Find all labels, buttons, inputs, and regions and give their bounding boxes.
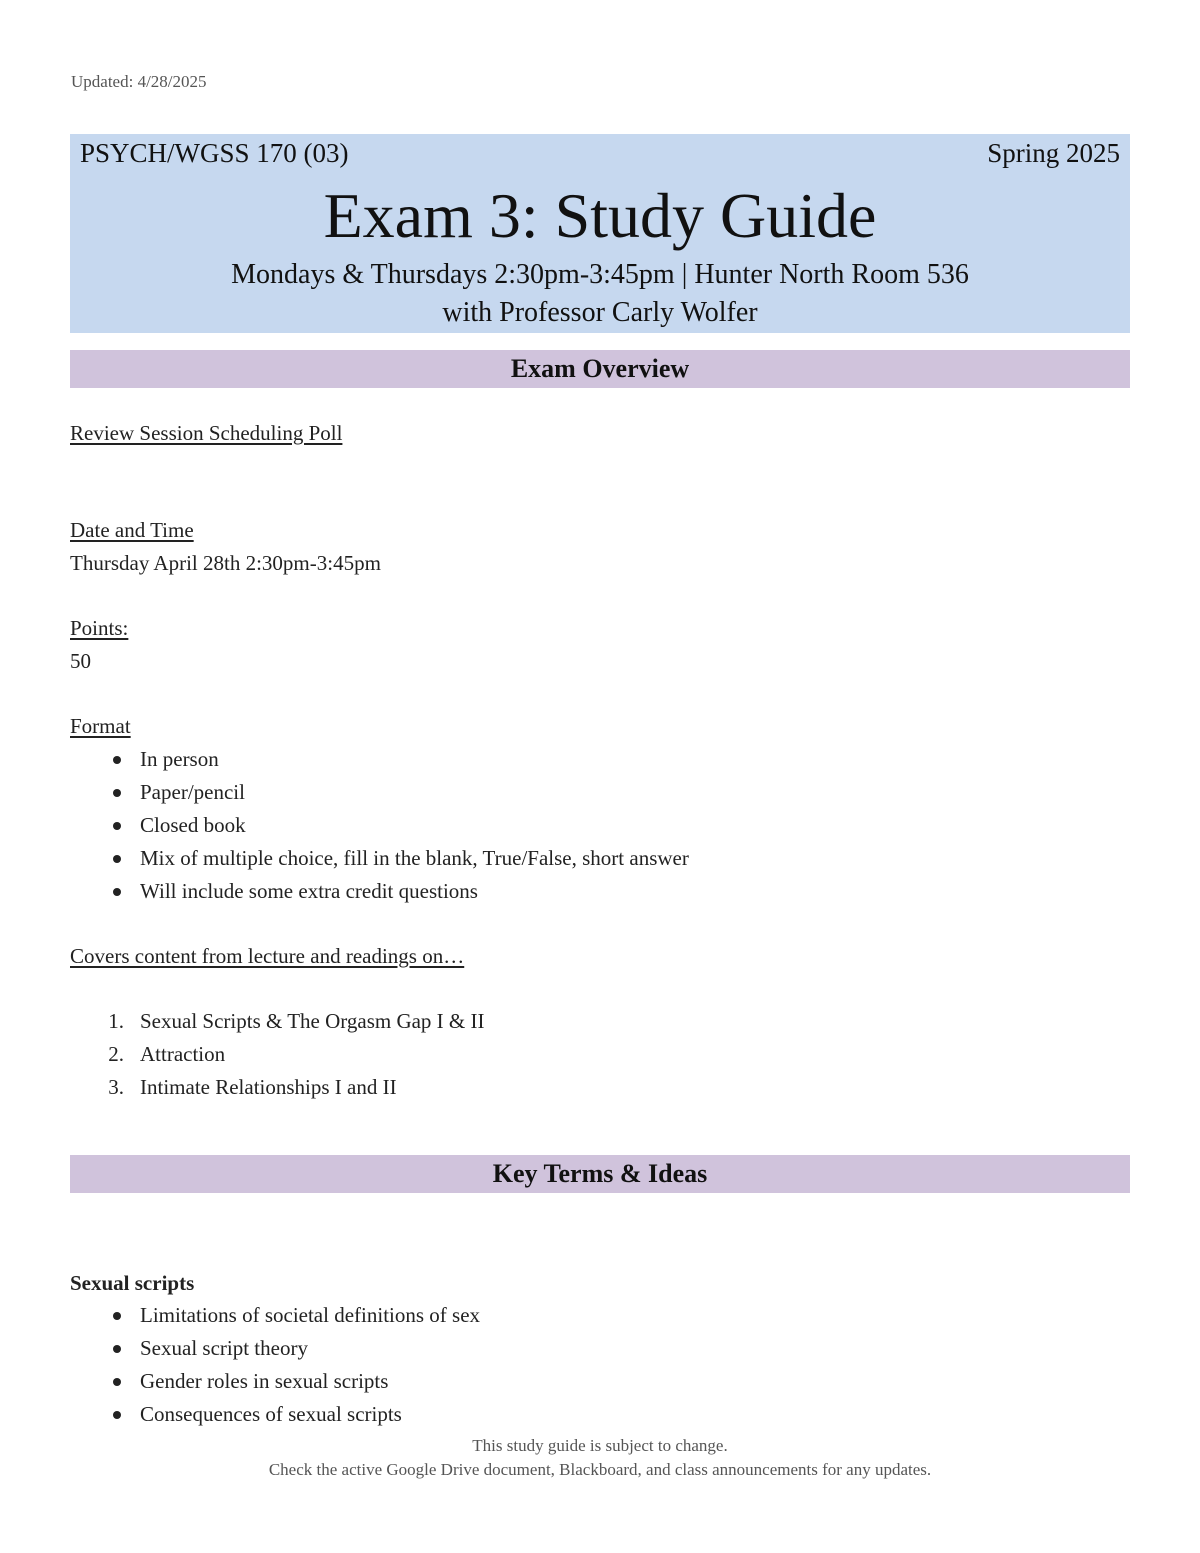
list-item: Paper/pencil xyxy=(140,780,245,804)
points-value: 50 xyxy=(70,649,91,673)
footer-note-line2: Check the active Google Drive document, Blackboard, and class announcements for any updates. xyxy=(268,1460,932,1479)
list-item: 2. Attraction xyxy=(108,1042,226,1066)
list-item: Will include some extra credit questions xyxy=(140,879,478,903)
term: Spring 2025 xyxy=(987,138,1120,168)
sexual-scripts-label: Sexual scripts xyxy=(70,1271,195,1295)
covers-label: Covers content from lecture and readings on… xyxy=(70,944,465,968)
list-item: Mix of multiple choice, fill in the blank, True/False, short answer xyxy=(140,846,689,870)
list-item: Closed book xyxy=(140,813,246,837)
date-time-label: Date and Time xyxy=(70,518,194,542)
updated-date: Updated: 4/28/2025 xyxy=(71,72,207,91)
course-code: PSYCH/WGSS 170 (03) xyxy=(80,138,349,168)
header-banner xyxy=(70,134,1130,333)
list-item: Consequences of sexual scripts xyxy=(140,1402,402,1426)
list-item: Limitations of societal definitions of sex xyxy=(140,1303,481,1327)
review-poll-link[interactable]: Review Session Scheduling Poll xyxy=(70,421,343,445)
page-title: Exam 3: Study Guide xyxy=(323,180,877,251)
list-item: 1. Sexual Scripts & The Orgasm Gap I & II xyxy=(108,1009,485,1033)
covers-list xyxy=(108,1008,485,1107)
format-label: Format xyxy=(70,714,131,738)
list-item: Gender roles in sexual scripts xyxy=(140,1369,389,1393)
list-item: Sexual script theory xyxy=(140,1336,308,1360)
footer-note-line1: This study guide is subject to change. xyxy=(472,1436,728,1455)
points-label: Points: xyxy=(70,616,129,640)
list-item: 3. Intimate Relationships I and II xyxy=(108,1075,397,1099)
format-list xyxy=(140,746,689,911)
sexual-scripts-list xyxy=(140,1302,480,1434)
list-item: In person xyxy=(140,747,219,771)
instructor: with Professor Carly Wolfer xyxy=(442,297,758,328)
class-schedule: Mondays & Thursdays 2:30pm-3:45pm | Hunter North Room 536 xyxy=(231,259,969,290)
section-heading-exam-overview: Exam Overview xyxy=(70,350,1130,388)
date-time-value: Thursday April 28th 2:30pm-3:45pm xyxy=(70,551,381,575)
section-heading-key-terms: Key Terms & Ideas xyxy=(70,1155,1130,1193)
